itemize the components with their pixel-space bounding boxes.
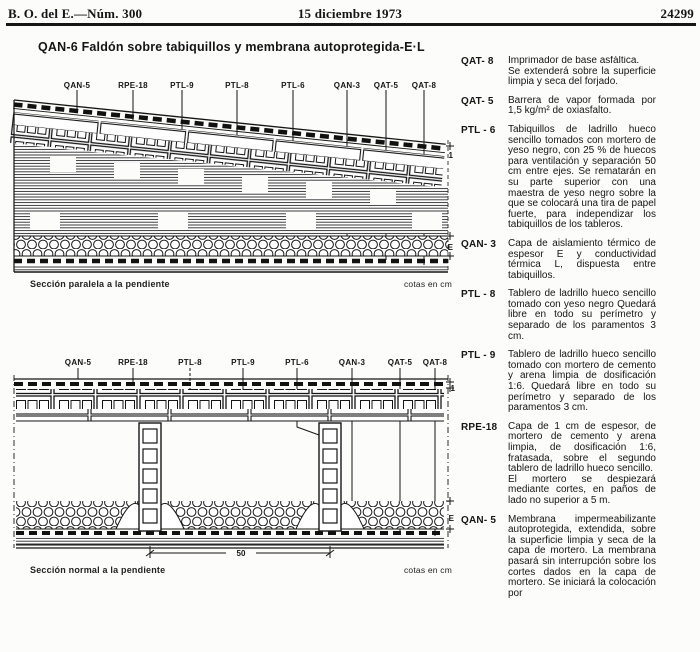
legend-text: Barrera de vapor formada por 1,5 kg/m² de oxiasfalto.	[508, 94, 656, 117]
legend-code: PTL - 6	[461, 124, 496, 136]
legend-entry	[461, 422, 695, 507]
tablero-plank-layer	[16, 409, 444, 421]
layer-label: QAN-3	[338, 358, 366, 367]
legend-entry	[461, 515, 695, 600]
layer-label: QAT-8	[422, 358, 448, 367]
layer-labels	[65, 358, 448, 367]
layer-label: PTL-8	[178, 358, 202, 367]
legend-text: Capa de 1 cm de espesor, de mortero de cemento y arena limpia, de dosificación 1:6, fratasada, sobre el segundo tablero de ladrillo hueco sencillo. El mortero se despiezará mediante cortes, en paños de lado no superior a 5 m.	[508, 420, 656, 506]
legend-text: Membrana impermeabilizante autoprotegida, extendida, sobre la superficie limpia y seca de la capa de mortero. La membrana pasará sin interrupción sobre los cortes dados en la capa de mortero. Se iniciará la colocación por	[508, 513, 656, 599]
legend-code: PTL - 8	[461, 289, 496, 301]
legend-code: RPE-18	[461, 421, 498, 433]
layer-label: PTL-9	[231, 358, 255, 367]
legend-entry	[461, 239, 695, 281]
dim-e: E	[448, 514, 454, 523]
detail-title: QAN-6 Faldón sobre tabiquillos y membrana autoprotegida-E·L	[38, 40, 425, 54]
legend-code: QAT- 5	[461, 95, 494, 107]
dim-one: 1	[448, 151, 453, 160]
legend-text: Tablero de ladrillo hueco sencillo tomado con yeso negro Quedará libre en todo su perímetro y separado de los paramentos 3 cm.	[508, 288, 656, 342]
insulation-layer	[16, 501, 444, 529]
layer-label: PTL-6	[281, 81, 305, 90]
legend-entry	[461, 56, 695, 88]
layer-label: PTL-6	[285, 358, 309, 367]
section-normal-diagram	[10, 355, 455, 563]
insulation-layer	[14, 236, 448, 256]
legend-code: QAN- 3	[461, 238, 497, 250]
legend-code: PTL - 9	[461, 350, 496, 362]
legend-text: Tabiquillos de ladrillo hueco sencillo tomados con mortero de yeso negro, con 25 % de huecos para ventilación y separación 50 cm entre ejes. Se rematarán en su parte superior con una maestra de yeso negro sobre la que se colocará una tira de papel fuerte, para independizar los tabiquillos de los tableros.	[508, 123, 656, 231]
dimension-ticks	[446, 378, 454, 533]
layer-label: QAT-5	[387, 358, 413, 367]
legend-code: QAT- 8	[461, 56, 494, 67]
legend-entry	[461, 125, 695, 231]
layer-label: QAT-8	[411, 81, 437, 90]
layer-label: QAN-3	[333, 81, 361, 90]
figure1-caption-row	[30, 279, 452, 289]
figure2-caption: Sección normal a la pendiente	[30, 565, 166, 575]
legend-text: Tablero de ladrillo hueco sencillo tomado con mortero de cemento y arena limpia de dosificación 1:6. Quedará libre en todo su perímetro y separado de los paramentos 3 cm.	[508, 349, 656, 414]
layer-label: RPE-18	[118, 81, 148, 90]
layer-label: PTL-9	[170, 81, 194, 90]
legend-code: QAN- 5	[461, 514, 497, 526]
dim-one: 1	[450, 384, 455, 393]
header-rule	[6, 23, 696, 26]
legend-entry	[461, 350, 695, 414]
legend-entry	[461, 289, 695, 342]
figure2-caption-row	[30, 565, 452, 575]
legend-text: Imprimador de base asfáltica. Se extenderá sobre la superficie limpia y seca del forjado.	[508, 56, 656, 88]
forjado-layer	[14, 265, 448, 271]
legend-list	[461, 56, 695, 652]
forjado-layer	[16, 536, 444, 545]
figure1-caption: Sección paralela a la pendiente	[30, 279, 170, 289]
legend-text: Capa de aislamiento térmico de espesor E y conductividad térmica L, dispuesta entre tabiquillos.	[508, 237, 656, 281]
legend-entry	[461, 96, 695, 117]
dim-span: 50	[236, 549, 246, 558]
section-parallel-diagram	[10, 78, 455, 276]
bulletin-date: 15 diciembre 1973	[297, 6, 403, 21]
layer-label: QAN-5	[64, 358, 92, 367]
tablero-brick-layer	[16, 389, 444, 409]
bulletin-issue: B. O. del E.—Núm. 300	[8, 6, 143, 21]
page-number: 24299	[660, 6, 694, 21]
layer-label: QAT-5	[373, 81, 399, 90]
figure2-units: cotas en cm	[403, 565, 452, 575]
dim-e: E	[447, 243, 453, 252]
figure1-units: cotas en cm	[403, 279, 452, 289]
layer-label: PTL-8	[225, 81, 249, 90]
layer-labels	[64, 81, 437, 90]
layer-label: RPE-18	[118, 358, 148, 367]
layer-label: QAN-5	[63, 81, 91, 90]
